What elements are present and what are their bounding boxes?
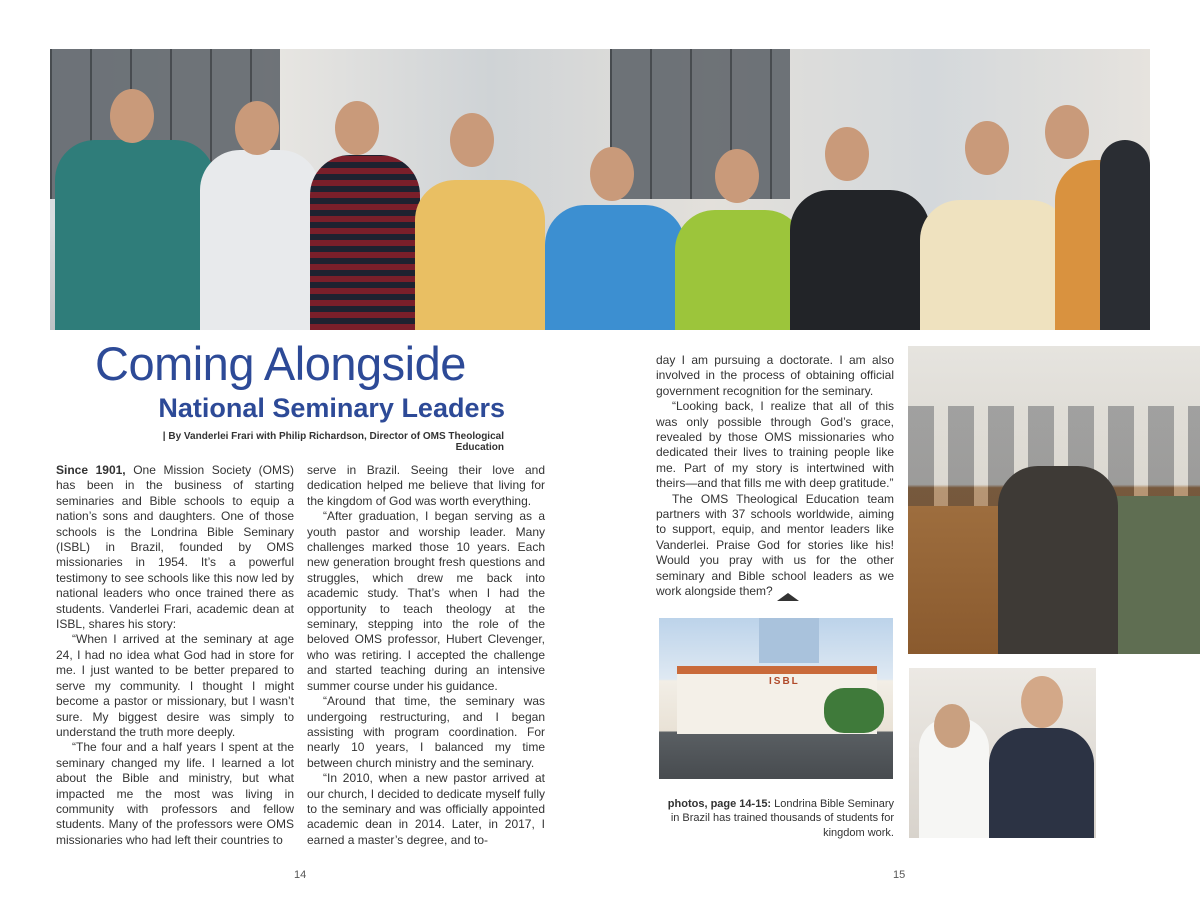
article-title: Coming Alongside [95,337,466,390]
building-sign: ISBL [769,676,800,687]
paragraph: “In 2010, when a new pastor arrived at our church, I decided to dedicate myself fully to the seminary and was officially appointed academic dean in 2014. Later, in 2017, I earned a master’s degree, and to- [307,771,545,847]
photo-caption: photos, page 14-15: Londrina Bible Seminary in Brazil has trained thousands of students for kingdom work. [667,798,894,839]
paragraph: serve in Brazil. Seeing their love and dedication helped me believe that living for the kingdom of God was worth everything. [307,463,545,508]
paragraph: The OMS Theological Education team partners with 37 schools worldwide, aiming to support, equip, and mentor leaders like Vanderlei. Praise God for stories like his! Would you pray with us for the other seminary and Bible school leaders as we work alongside them? [656,491,894,599]
page-number-right: 15 [893,869,906,881]
seminary-building-photo [659,618,893,779]
article-subtitle: National Seminary Leaders [158,393,505,423]
page-number-left: 14 [294,869,307,881]
dean-portrait-photo [909,668,1096,838]
article-column-2 [307,463,545,848]
byline: | By Vanderlei Frari with Philip Richardson, Director of OMS Theological Education [162,431,504,453]
article-column-1 [56,463,294,848]
paragraph: “When I arrived at the seminary at age 24, I had no idea what God had in store for me. I just wanted to be better prepared to serve my community. I thought I might become a pastor or missionary, but I wasn’t sure. My biggest desire was simply to understand the truth more deeply. [56,632,294,739]
classroom-photo [908,346,1200,654]
paragraph: Since 1901, One Mission Society (OMS) has been in the business of starting seminaries and Bible schools to equip a nation’s sons and daughters. One of those schools is the Londrina Bible Seminary (ISBL) in Brazil, founded by OMS missionaries in 1954. It’s a powerful testimony to see schools like this now led by national leaders who once trained there as students. Vanderlei Frari, academic dean at ISBL, shares his story: [56,463,294,632]
paragraph: day I am pursuing a doctorate. I am also involved in the process of obtaining official government recognition for the seminary. [656,353,894,398]
paragraph: “Around that time, the seminary was undergoing restructuring, and I began assisting with program coordination. For nearly 10 years, I balanced my time between church ministry and the seminary. [307,694,545,770]
paragraph: “Looking back, I realize that all of this was only possible through God’s grace, revealed by those OMS missionaries who dedicated their lives to training people like me. Part of my story is intertwined with theirs—and that fills me with deep gratitude.” [656,399,894,491]
paragraph: “After graduation, I began serving as a youth pastor and worship leader. Many challenges marked those 10 years. Each new generation brought fresh questions and struggles, which drew me back into academic study. That’s when I had the opportunity to teach theology at the seminary, stepping into the role of the beloved OMS professor, Hubert Clevenger, who was retiring. I accepted the challenge and started teaching during an intensive summer course under his guidance. [307,509,545,693]
paragraph: “The four and a half years I spent at the seminary changed my life. I learned a lot about the Bible and ministry, but what impacted me the most was living in community with professors and fellow students. Many of the professors were OMS missionaries who had left their countries to [56,740,294,847]
article-column-3 [656,353,894,600]
caption-label: photos, page 14-15: [667,798,772,810]
lead-in: Since 1901, [56,463,126,477]
end-mark-icon [777,593,799,601]
window-decor [610,49,790,199]
group-photo [50,49,1150,330]
